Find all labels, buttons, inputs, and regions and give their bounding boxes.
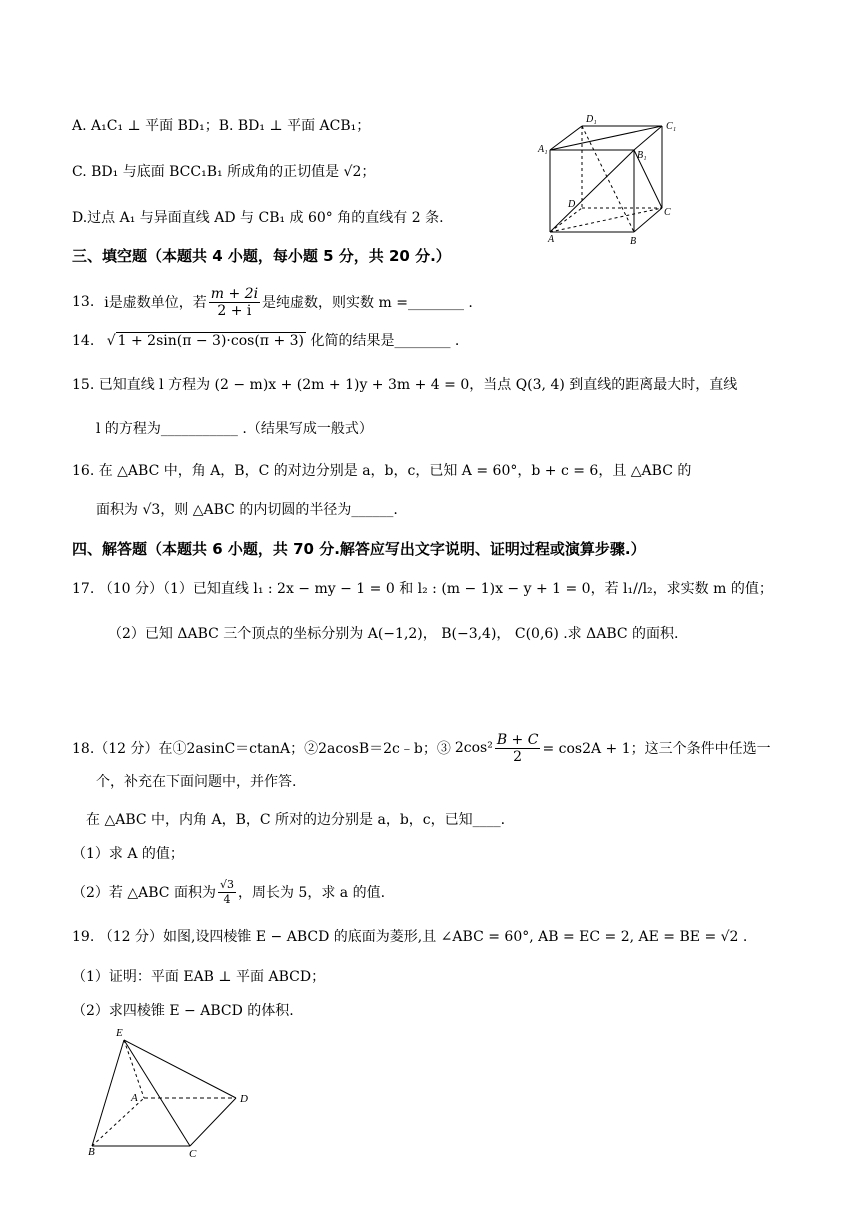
q18-fraction-denominator: 2	[513, 748, 523, 765]
pyramid-label-a: A	[131, 1092, 138, 1104]
q15-line-2: l 的方程为___________ .（结果写成一般式）	[96, 421, 373, 437]
cube-label-c1: C₁	[666, 121, 677, 132]
section-3-title: 三、填空题（本题共 4 小题，每小题 5 分，共 20 分.）	[72, 247, 451, 265]
cube-label-b1: B₁	[637, 150, 647, 161]
q18-suffix: = cos2A + 1；这三个条件中任选一	[542, 741, 771, 757]
q18-fraction	[495, 732, 541, 765]
question-14: 14. √ 1 + 2sin(π − 3)·cos(π + 3) 化简的结果是________ .	[72, 333, 460, 349]
q18-part-2-numerator: √3	[219, 877, 234, 891]
cube-label-d1: D₁	[586, 114, 597, 125]
q13-prefix: i是虚数单位，若	[104, 295, 207, 311]
q12-option-a-b: A. A₁C₁ ⊥ 平面 BD₁；B. BD₁ ⊥ 平面 ACB₁；	[72, 118, 371, 134]
q18-line-1	[72, 728, 771, 768]
q14-radicand: 1 + 2sin(π − 3)·cos(π + 3)	[117, 333, 304, 349]
q18-line-3: 在 △ABC 中，内角 A，B，C 所对的边分别是 a，b，c，已知____.	[86, 812, 506, 828]
q18-fraction-numerator: B + C	[496, 731, 539, 748]
cube-label-a: A	[548, 234, 555, 245]
q18-part-2-prefix: （2）若 △ABC 面积为	[72, 885, 216, 901]
pyramid-figure	[80, 1026, 260, 1166]
cube-label-d: D	[568, 199, 576, 210]
question-13	[72, 282, 473, 322]
q16-line-1: 16. 在 △ABC 中，角 A，B，C 的对边分别是 a，b，c，已知 A = 60°，b + c = 6，且 △ABC 的	[72, 463, 692, 479]
q17-line-1: 17. （10 分）（1）已知直线 l₁ : 2x − my − 1 = 0 和 l₂ : (m − 1)x − y + 1 = 0，若 l₁//l₂，求实数 m 的值；	[72, 581, 773, 597]
q13-number: 13.	[72, 294, 95, 310]
cube-label-a1: A₁	[538, 144, 548, 155]
q14-number: 14.	[72, 333, 95, 349]
pyramid-label-e: E	[116, 1027, 123, 1039]
q18-part-2-fraction	[218, 878, 236, 907]
q18-part-2	[72, 874, 385, 910]
q18-part-1: （1）求 A 的值；	[72, 846, 184, 862]
q12-option-d: D.过点 A₁ 与异面直线 AD 与 CB₁ 成 60° 角的直线有 2 条.	[72, 210, 444, 226]
q19-part-2: （2）求四棱锥 E − ABCD 的体积.	[72, 1003, 294, 1019]
pyramid-label-b: B	[88, 1146, 95, 1158]
q14-suffix: 化简的结果是________ .	[310, 333, 460, 349]
q18-line-2: 个，补充在下面问题中，并作答.	[96, 774, 297, 790]
q15-line-1: 15. 已知直线 l 方程为 (2 − m)x + (2m + 1)y + 3m + 4 = 0，当点 Q(3, 4) 到直线的距离最大时，直线	[72, 377, 738, 393]
q17-line-2: （2）已知 ΔABC 三个顶点的坐标分别为 A(−1,2)， B(−3,4)， C(0,6) .求 ΔABC 的面积.	[108, 626, 679, 642]
q13-suffix: 是纯虚数，则实数 m =________ .	[262, 295, 473, 311]
q13-fraction	[209, 286, 260, 319]
q16-line-2: 面积为 √3，则 △ABC 的内切圆的半径为______.	[96, 502, 398, 518]
q18-prefix: 18.（12 分）在①2asinC＝ctanA；②2acosB＝2c﹣b；③	[72, 741, 451, 757]
cube-label-c: C	[664, 207, 671, 218]
q13-fraction-denominator: 2 + i	[217, 302, 252, 319]
q19-part-1: （1）证明：平面 EAB ⊥ 平面 ABCD；	[72, 969, 326, 985]
q12-option-c: C. BD₁ 与底面 BCC₁B₁ 所成角的正切值是 √2；	[72, 164, 376, 180]
pyramid-label-d: D	[240, 1093, 248, 1105]
q13-fraction-numerator: m + 2i	[210, 285, 259, 302]
q18-part-2-denominator: 4	[223, 892, 231, 906]
section-4-title: 四、解答题（本题共 6 小题，共 70 分.解答应写出文字说明、证明过程或演算步骤.）	[72, 540, 646, 558]
q18-cos-coefficient: 2cos²	[454, 740, 493, 756]
q19-line-1: 19. （12 分）如图,设四棱锥 E − ABCD 的底面为菱形,且 ∠ABC = 60°, AB = EC = 2, AE = BE = √2 .	[72, 929, 748, 945]
cube-label-b: B	[630, 236, 637, 247]
pyramid-label-c: C	[189, 1148, 197, 1160]
q18-part-2-suffix: ，周长为 5，求 a 的值.	[237, 885, 386, 901]
